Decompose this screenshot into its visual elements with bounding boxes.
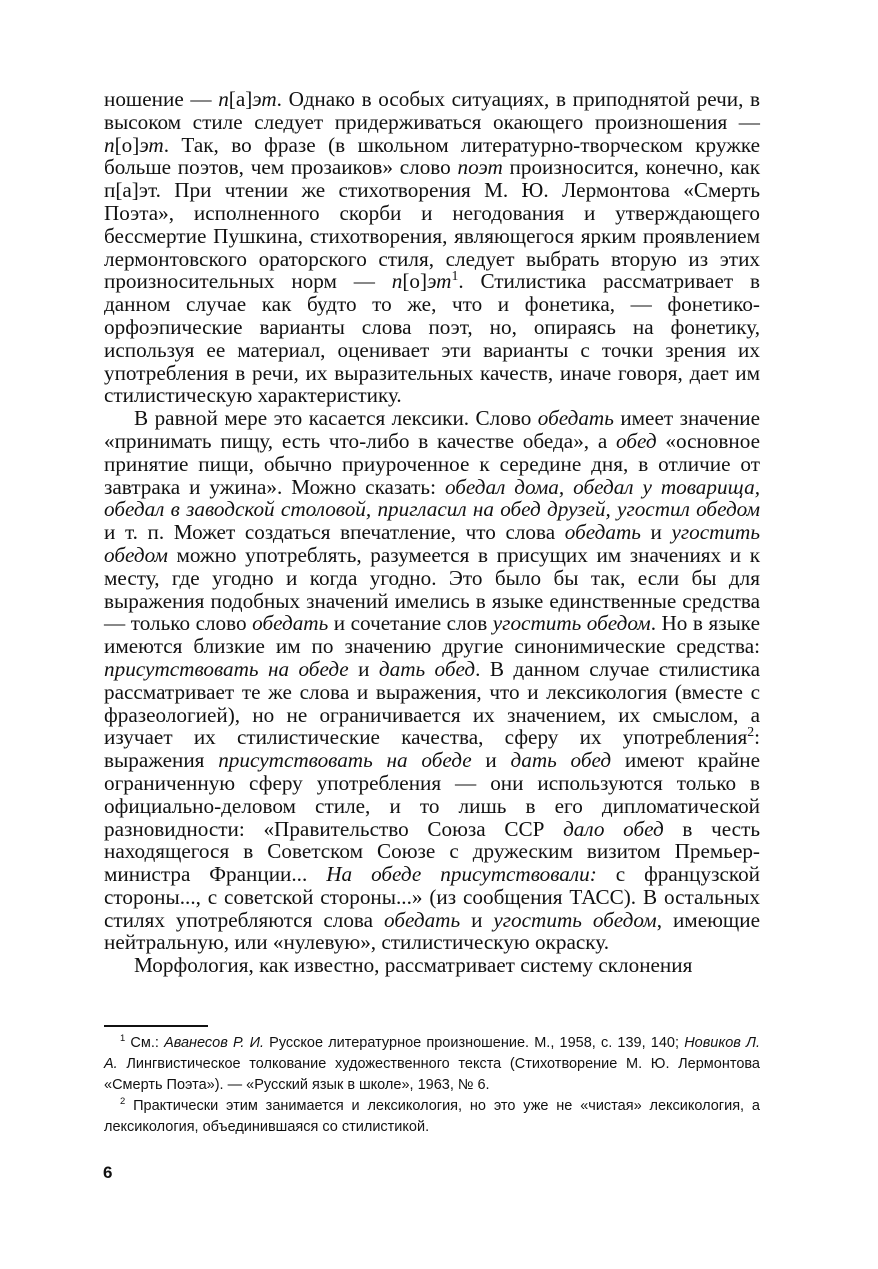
text-run: имеет значение «принимать пищу, есть что-либо в качестве обеда», а <box>104 406 760 453</box>
paragraph <box>104 407 760 954</box>
text-run: . Так, во фразе (в школьном литературно-творческом кружке больше поэтов, чем прозаиков» слово <box>104 132 760 180</box>
italic-text: обедать <box>537 406 614 431</box>
text-run: в честь находящегося в Советском Союзе с дружеским визитом Премьер-министра Франции... <box>104 816 760 887</box>
text-run: имеют крайне ограниченную сферу употребления — они используются только в официально-деловом стиле, и то лишь в его дипломатической разновидности: «Правительство Союза ССР <box>104 748 760 841</box>
footnote-ref: 1 <box>120 1032 126 1044</box>
text-run: и <box>348 656 379 681</box>
text-run: [о] <box>402 269 428 294</box>
italic-text: п <box>104 132 115 157</box>
text-run: Практически этим занимается и лексикология, но это уже не «чистая» лексикология, а лексикология, объединившаяся со стилистикой. <box>104 1098 760 1135</box>
text-run: «основное принятие пищи, обычно приуроченное к середине дня, в отличие от завтрака и ужина». Можно сказать: <box>104 428 761 499</box>
footnote-ref: 2 <box>747 724 755 740</box>
footnote <box>104 1033 760 1096</box>
italic-text: эт <box>252 87 277 111</box>
italic-text: дать обед <box>378 656 476 681</box>
text-run: и сочетание слов <box>328 611 493 636</box>
text-run: . Стилистика рассматривает в данном случае как будто то же, что и фонетика, — фонетико-орфоэпические варианты слова поэт, но, опираясь на фонетику, используя ее материал, оценивает эти варианты с точки зрения их употребления в речи, их выразительных качеств, иначе говоря, дает им стилистическую характеристику. <box>104 269 760 408</box>
text-run: можно употреблять, разумеется в присущих им значениях и к месту, где угодно и когда угодно. Это было бы так, если бы для выражения подобных значений имелись в языке единственные средства — только слово <box>104 542 760 636</box>
footnotes <box>104 1033 760 1138</box>
footnote-ref: 2 <box>120 1095 126 1107</box>
text-run: Русское литературное произношение. М., 1958, с. 139, 140; <box>263 1035 685 1051</box>
italic-text: поэт <box>457 155 503 180</box>
italic-text: обедать <box>564 520 641 545</box>
italic-text: обедать <box>252 611 329 636</box>
italic-text: дало обед <box>563 816 664 841</box>
text-run: и т. п. Может создаться впечатление, что слова <box>104 520 565 545</box>
text-run: и <box>460 907 494 932</box>
italic-text: обед <box>616 428 657 453</box>
footnote-divider <box>104 1025 208 1027</box>
paragraph <box>104 88 760 407</box>
text-run: и <box>640 520 672 545</box>
italic-text: дать обед <box>510 748 612 773</box>
text-run: . Однако в особых ситуациях, в приподнятой речи, в высоком стиле следует придерживаться окающего произношения — <box>104 87 760 134</box>
text-run: См.: <box>125 1035 165 1051</box>
italic-text: угостить обедом <box>492 611 651 636</box>
text-run: и <box>471 748 511 773</box>
italic-text: присутствовать на обеде <box>218 748 472 773</box>
italic-text: На обеде присутствовали: <box>326 862 597 887</box>
text-run: произносится, конечно, как п[а]эт. При чтении же стихотворения М. Ю. Лермонтова «Смерть Поэта», исполненного скорби и негодования и утверждающего бессмертие Пушкина, стихотворения, являющегося ярким проявлением лермонтовского ораторского стиля, следует выбрать вторую из этих произносительных норм — <box>104 155 761 294</box>
text-run: . В данном случае стилистика рассматривает те же слова и выражения, что и лексикология (вместе с фразеологией), но не ограничивается их значением, их смыслом, а изучает их стилистические качества, сферу их употребления <box>104 656 760 750</box>
footnote <box>104 1096 760 1138</box>
footnote-ref: 1 <box>451 268 459 284</box>
italic-text: угостить обедом <box>104 520 760 567</box>
italic-text: п <box>218 87 229 111</box>
italic-text: эт <box>139 132 164 157</box>
text-run: : выражения <box>104 725 760 773</box>
italic-text: Новиков Л. А. <box>104 1035 760 1072</box>
text-run: [о] <box>114 132 140 157</box>
text-run: ношение — <box>104 87 219 111</box>
text-run: , имеющие нейтральную, или «нулевую», стилистическую окраску. <box>104 907 760 955</box>
text-run: В равной мере это касается лексики. Слово <box>134 406 538 431</box>
text-run: Морфология, как известно, рассматривает систему склонения <box>134 953 693 978</box>
page-number: 6 <box>103 1163 113 1182</box>
italic-text: обедал дома, обедал у товарища, обедал в заводской столовой, пригласил на обед друзей, угостил обедом <box>104 474 760 522</box>
italic-text: эт <box>427 269 452 294</box>
main-text <box>104 88 760 977</box>
text-run: . Но в языке имеются близкие им по значению другие синонимические средства: <box>104 611 760 659</box>
italic-text: обедать <box>384 907 461 932</box>
text-run: Лингвистическое толкование художественного текста (Стихотворение М. Ю. Лермонтова «Смерть Поэта»). — «Русский язык в школе», 1963, № 6. <box>104 1056 760 1093</box>
text-run: [а] <box>228 87 253 111</box>
text-run: с французской стороны..., с советской стороны...» (из сообщения ТАСС). В остальных стилях употребляются слова <box>104 862 760 932</box>
paragraph <box>104 954 760 977</box>
italic-text: п <box>391 269 403 294</box>
italic-text: присутствовать на обеде <box>104 656 349 681</box>
italic-text: Аванесов Р. И. <box>164 1035 264 1051</box>
italic-text: угостить обедом <box>493 907 657 932</box>
